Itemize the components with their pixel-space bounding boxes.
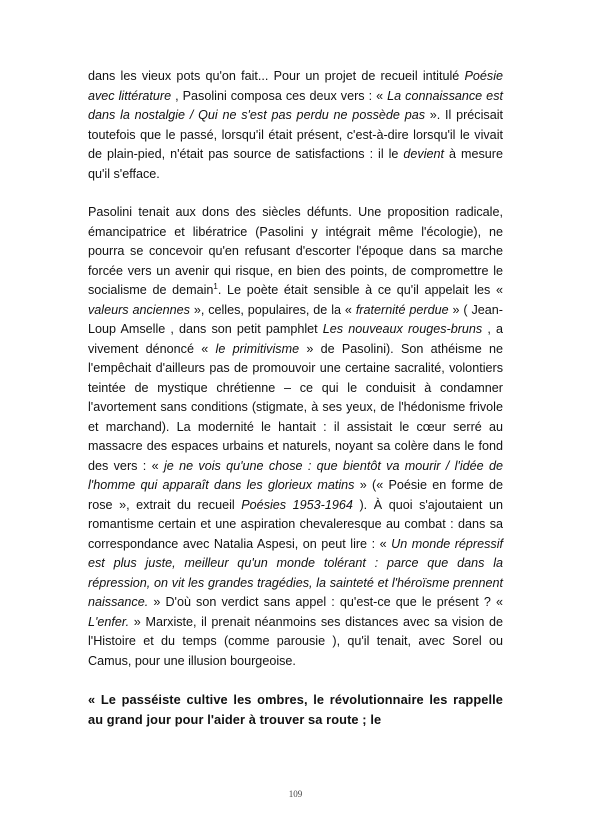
text-run: ). À quoi s'ajoutaient un romantisme certain et une aspiration chevaleresque au combat : dans sa correspondance avec Natalia Aspesi, on peut lire : « <box>88 497 503 551</box>
page-number: 109 <box>288 789 303 799</box>
text-run: » D'où son verdict sans appel : qu'est-ce que le présent ? « <box>148 595 503 609</box>
text-run: ». Il précisait toutefois que le passé, lorsqu'il était présent, c'est-à-dire lorsqu'il le vivait de plain-pied, n'était pas source de satisfactions : il le <box>88 108 503 161</box>
text-run: , a vivement dénoncé « <box>88 322 503 356</box>
text-run: » Marxiste, il prenait néanmoins ses distances avec sa vision de l'Histoire et du temps (comme parousie ), qu'il tenait, avec Sorel ou Camus, pour une illusion bourgeoise. <box>88 614 503 668</box>
italic-text: Poésies 1953-1964 <box>241 497 353 512</box>
italic-text: fraternité perdue <box>355 302 449 317</box>
paragraph-2 <box>88 203 503 671</box>
text-run: , Pasolini composa ces deux vers : « <box>171 88 388 103</box>
italic-text: Un monde répressif est plus juste, meilleur qu'un monde tolérant : parce que dans la répression, on vit les grandes tragédies, la sainteté et l'héroïsme prennent naissance. <box>88 536 503 609</box>
text-run: dans les vieux pots qu'on fait... Pour un projet de recueil intitulé <box>88 69 465 83</box>
text-run: . Le poète était sensible à ce qu'il appelait les « <box>217 283 503 297</box>
text-run: » de Pasolini). Son athéisme ne l'empêchait d'ailleurs pas de promouvoir une certaine sacralité, volontiers teintée de mystique chrétienne – ce qui le conduisit à condamner l'avortement sans conditions (stigmate, à ses yeux, de l'hédonisme frivole et marchand). La modernité le hantait : il assistait le cœur serré au massacre des espaces urbains et naturels, noyant sa colère dans le fond des vers : « <box>88 341 503 473</box>
italic-text: Poésie avec littérature <box>88 69 503 103</box>
italic-text: je ne vois qu'une chose : que bientôt va mourir / l'idée de l'homme qui apparaît dans les glorieux matins <box>88 458 503 492</box>
italic-text: Les nouveaux rouges-bruns <box>322 322 483 336</box>
bold-quote: « Le passéiste cultive les ombres, le révolutionnaire les rappelle au grand jour pour l'aider à trouver sa route ; le <box>88 692 503 727</box>
italic-text: valeurs anciennes <box>88 302 190 317</box>
text-run: » (« Poésie en forme de rose », extrait du recueil <box>88 478 503 512</box>
text-run: », celles, populaires, de la « <box>189 302 356 317</box>
text-run: à mesure qu'il s'efface. <box>88 147 503 181</box>
paragraph-1 <box>88 67 503 184</box>
footnote-ref: 1 <box>213 281 218 291</box>
italic-text: L'enfer. <box>88 614 130 629</box>
italic-text: La connaissance est dans la nostalgie / Qui ne s'est pas perdu ne possède pas <box>88 88 503 122</box>
page-body <box>88 67 503 730</box>
text-run: Pasolini tenait aux dons des siècles défunts. Une proposition radicale, émancipatrice et libératrice (Pasolini y intégrait même l'écologie), ne pourra se concevoir qu'en refusant d'escorter l'époque dans sa marche forcée vers un avenir qui risque, en bien des points, de compromettre le socialisme de demain <box>88 205 503 297</box>
italic-text: devient <box>403 147 445 161</box>
italic-text: le primitivisme <box>215 341 300 356</box>
text-run: » ( Jean-Loup Amselle , dans son petit pamphlet <box>88 302 504 336</box>
